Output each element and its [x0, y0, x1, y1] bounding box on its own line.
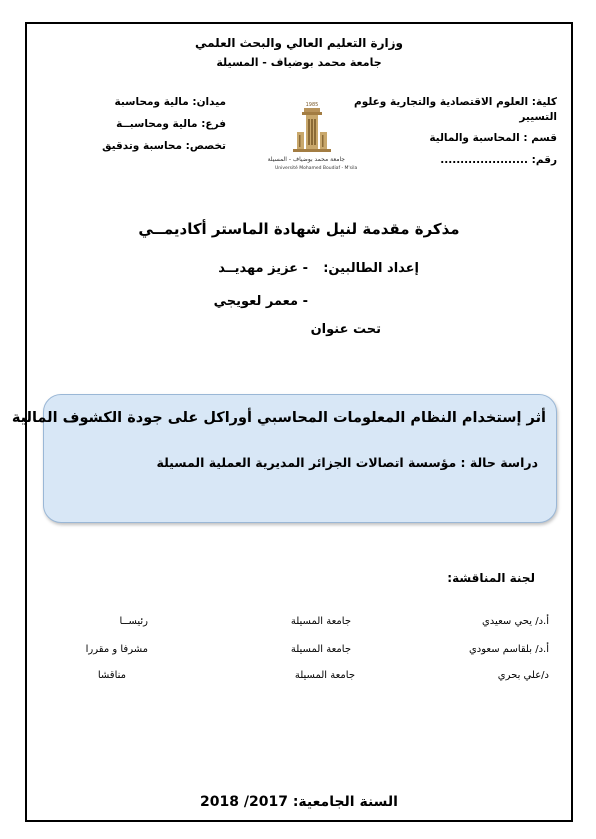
student-1: - عزيز مهديــد	[218, 261, 308, 276]
logo-arabic-name: جامعة محمد بوضياف - المسيلة	[267, 156, 345, 163]
university-name: جامعة محمد بوضياف - المسيلة	[216, 56, 382, 69]
reference-number: رقم: ......................	[440, 154, 557, 166]
member-1-university: جامعة المسيلة	[290, 616, 351, 627]
faculty-line1: كلية: العلوم الاقتصادية والتجارية وعلوم	[354, 96, 557, 108]
degree-title: مذكرة مقدمة لنيل شهادة الماستر أكاديمــي	[138, 220, 460, 238]
member-3-university: جامعة المسيلة	[294, 670, 355, 681]
department: قسم : المحاسبة والمالية	[429, 132, 557, 144]
thesis-title-banner	[11, 394, 557, 523]
member-2-role: مشرفا و مقررا	[85, 644, 148, 655]
member-1-name: أ.د/ يحي سعيدي	[481, 616, 549, 627]
page-frame	[11, 22, 573, 822]
academic-year: السنة الجامعية: 2017/ 2018	[200, 794, 398, 810]
student-2: - معمر لعويجي	[213, 294, 308, 309]
member-2-university: جامعة المسيلة	[290, 644, 351, 655]
logo-latin-name: Université Mohamed Boudiaf - M'sila	[275, 166, 358, 171]
thesis-title: أثر إستخدام النظام المعلومات المحاسبي أوراكل على جودة الكشوف المالية	[11, 410, 546, 426]
prepared-by-label: إعداد الطالبين:	[323, 261, 419, 276]
member-3-role: مناقشا	[97, 670, 126, 681]
faculty-line2: التسيير	[519, 111, 557, 123]
committee-heading: لجنة المناقشة:	[447, 571, 535, 585]
case-study: دراسة حالة : مؤسسة اتصالات الجزائر المديرية العملية المسيلة	[156, 455, 538, 470]
member-1-role: رئيســا	[119, 616, 148, 627]
field-label: ميدان: مالية ومحاسبة	[114, 96, 226, 108]
specialization-label: تخصص: محاسبة وتدقيق	[102, 140, 226, 152]
logo-year: 1985	[305, 102, 319, 108]
member-3-name: د/علي بحري	[497, 670, 549, 681]
branch-label: فرع: مالية ومحاسبــة	[116, 118, 226, 130]
university-logo	[267, 102, 358, 182]
under-title-label: تحت عنوان	[310, 322, 381, 337]
ministry-name: وزارة التعليم العالي والبحث العلمي	[194, 36, 404, 50]
member-2-name: أ.د/ بلقاسم سعودي	[468, 644, 549, 655]
